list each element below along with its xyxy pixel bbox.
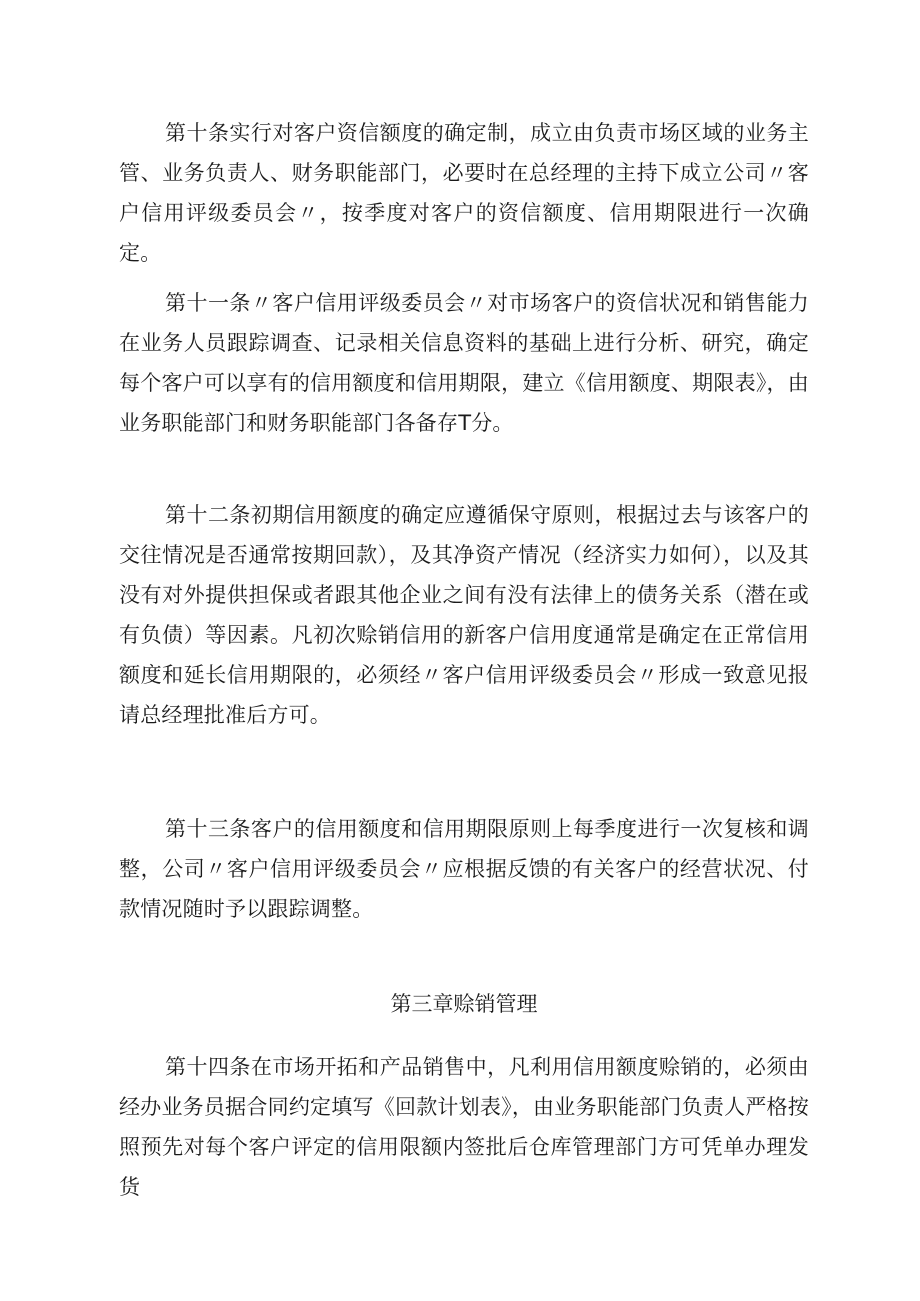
paragraph-article-11: 第十一条〃客户信用评级委员会〃对市场客户的资信状况和销售能力在业务人员跟踪调查、记录相关信息资料的基础上进行分析、研究，确定每个客户可以享有的信用额度和信用期限，建立《信用额度、期限表》，由业务职能部门和财务职能部门各备存T分。 [119, 291, 809, 435]
paragraph-article-10: 第十条实行对客户资信额度的确定制，成立由负责市场区域的业务主管、业务负责人、财务职能部门，必要时在总经理的主持下成立公司〃客户信用评级委员会〃，按季度对客户的资信额度、信用期限进行一次确定。 [119, 121, 809, 265]
chapter-heading: 第三章赊销管理 [390, 992, 538, 1016]
paragraph-article-13: 第十三条客户的信用额度和信用期限原则上每季度进行一次复核和调整，公司〃客户信用评级委员会〃应根据反馈的有关客户的经营状况、付款情况随时予以跟踪调整。 [119, 817, 809, 921]
paragraph-article-12: 第十二条初期信用额度的确定应遵循保守原则，根据过去与该客户的交往情况是否通常按期回款），及其净资产情况（经济实力如何），以及其没有对外提供担保或者跟其他企业之间有没有法律上的债务关系（潜在或有负债）等因素。凡初次赊销信用的新客户信用度通常是确定在正常信用额度和延长信用期限的，必须经〃客户信用评级委员会〃形成一致意见报请总经理批准后方可。 [119, 503, 809, 727]
paragraph-article-14: 第十四条在市场开拓和产品销售中，凡利用信用额度赊销的，必须由经办业务员据合同约定填写《回款计划表》，由业务职能部门负责人严格按照预先对每个客户评定的信用限额内签批后仓库管理部门方可凭单办理发货 [119, 1055, 809, 1199]
